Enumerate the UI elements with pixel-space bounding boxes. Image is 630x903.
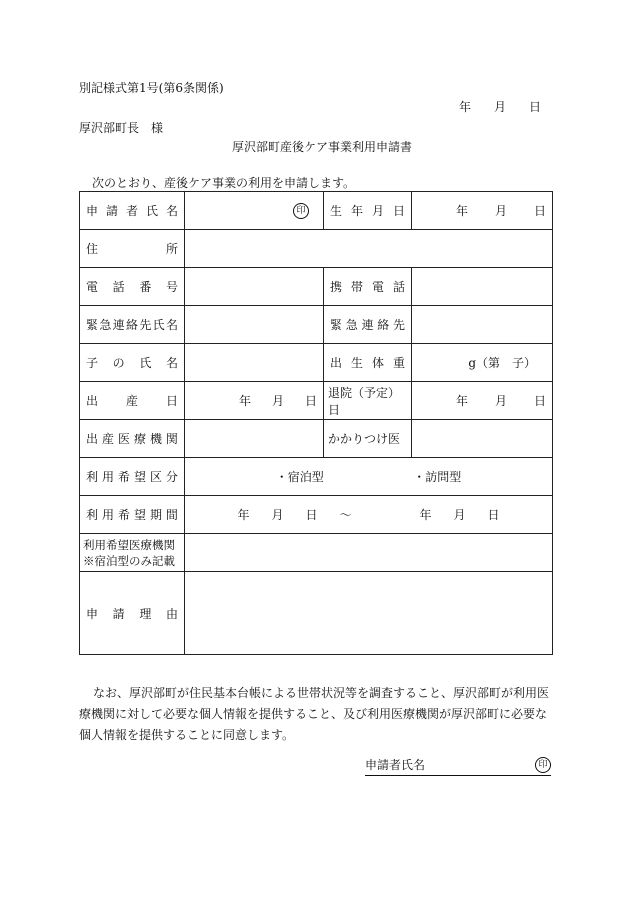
label-text: 利 用 希 望 区 分 bbox=[86, 470, 178, 484]
reason-field[interactable] bbox=[185, 572, 553, 655]
emergency-name-field[interactable] bbox=[185, 306, 324, 344]
label-desired-facility bbox=[80, 534, 185, 572]
label-text: 住 所 bbox=[86, 242, 178, 256]
day-label: 日 bbox=[304, 394, 317, 408]
weight-unit: g（第 子） bbox=[468, 356, 536, 370]
label-text: 生 年 月 日 bbox=[330, 204, 405, 218]
label-text: 出 産 日 bbox=[86, 394, 178, 408]
month-label: 月 bbox=[494, 204, 507, 218]
day-label: 日 bbox=[528, 100, 541, 114]
year-label: 年 bbox=[237, 508, 250, 522]
form-reference: 別記様式第1号(第6条関係) bbox=[79, 81, 224, 95]
year-label: 年 bbox=[239, 394, 252, 408]
ymd-group bbox=[418, 392, 546, 409]
label-text: 子 の 氏 名 bbox=[86, 356, 178, 370]
spacer bbox=[374, 506, 398, 523]
family-doctor-field[interactable] bbox=[412, 420, 553, 458]
month-label: 月 bbox=[453, 508, 466, 522]
label-text: 電 話 番 号 bbox=[86, 280, 178, 294]
day-label: 日 bbox=[305, 508, 318, 522]
label-emergency-name bbox=[80, 306, 185, 344]
label-text: 携 帯 電 話 bbox=[330, 280, 405, 294]
label-text: かかりつけ医 bbox=[328, 432, 401, 446]
label-use-period bbox=[80, 496, 185, 534]
day-label: 日 bbox=[487, 508, 500, 522]
label-child-name bbox=[80, 344, 185, 382]
day-label: 日 bbox=[533, 204, 546, 218]
row-reason bbox=[80, 572, 553, 655]
row-delivery bbox=[80, 382, 553, 420]
label-address bbox=[80, 230, 185, 268]
label-birth-date bbox=[324, 192, 412, 230]
seal-icon: 印 bbox=[293, 203, 309, 219]
label-text: 申 請 者 氏 名 bbox=[86, 204, 178, 218]
emergency-contact-field[interactable] bbox=[412, 306, 553, 344]
desired-facility-field[interactable] bbox=[185, 534, 553, 572]
row-use-type bbox=[80, 458, 553, 496]
delivery-facility-field[interactable] bbox=[185, 420, 324, 458]
option-stay-type[interactable]: ・宿泊型 bbox=[275, 470, 324, 484]
phone-field[interactable] bbox=[185, 268, 324, 306]
year-label: 年 bbox=[456, 394, 469, 408]
document-title: 厚沢部町産後ケア事業利用申請書 bbox=[231, 140, 412, 154]
year-label: 年 bbox=[456, 204, 469, 218]
label-text: 退院（予定）日 bbox=[328, 385, 401, 417]
consent-paragraph: なお、厚沢部町が住民基本台帳による世帯状況等を調査すること、厚沢部町が利用医療機関に対して必要な個人情報を提供すること、及び利用医療機関が厚沢部町に必要な個人情報を提供することに同意します。 bbox=[79, 686, 550, 742]
month-label: 月 bbox=[271, 394, 284, 408]
row-desired-facility bbox=[80, 534, 553, 572]
ymd-group bbox=[418, 202, 546, 219]
signature-label: 申請者氏名 bbox=[365, 758, 426, 772]
label-birth-weight bbox=[324, 344, 412, 382]
year-label: 年 bbox=[459, 100, 472, 114]
label-text: 出 生 体 重 bbox=[330, 356, 405, 370]
row-child bbox=[80, 344, 553, 382]
row-address bbox=[80, 230, 553, 268]
applicant-name-field[interactable] bbox=[185, 192, 324, 230]
label-discharge-date bbox=[324, 382, 412, 420]
ymd-group bbox=[191, 392, 317, 409]
month-label: 月 bbox=[271, 508, 284, 522]
option-visit-type[interactable]: ・訪問型 bbox=[413, 470, 462, 484]
label-delivery-date bbox=[80, 382, 185, 420]
use-period-field[interactable] bbox=[185, 496, 553, 534]
label-reason bbox=[80, 572, 185, 655]
seal-icon: 印 bbox=[535, 757, 551, 773]
label-text: 出 産 医 療 機 関 bbox=[86, 432, 178, 446]
label-text: 申 請 理 由 bbox=[86, 606, 178, 621]
period-range bbox=[191, 506, 546, 523]
use-type-field bbox=[185, 458, 553, 496]
child-name-field[interactable] bbox=[185, 344, 324, 382]
month-label: 月 bbox=[493, 100, 506, 114]
row-applicant bbox=[80, 192, 553, 230]
mobile-field[interactable] bbox=[412, 268, 553, 306]
label-emergency-contact bbox=[324, 306, 412, 344]
label-line-1: 利用希望医療機関 bbox=[83, 537, 175, 552]
label-family-doctor bbox=[324, 420, 412, 458]
day-label: 日 bbox=[533, 394, 546, 408]
row-phone bbox=[80, 268, 553, 306]
label-phone bbox=[80, 268, 185, 306]
addressee: 厚沢部町長 様 bbox=[79, 121, 164, 135]
date-line bbox=[459, 98, 541, 115]
year-label: 年 bbox=[419, 508, 432, 522]
use-type-options bbox=[191, 468, 546, 485]
delivery-date-field[interactable] bbox=[185, 382, 324, 420]
row-use-period bbox=[80, 496, 553, 534]
address-field[interactable] bbox=[185, 230, 553, 268]
month-label: 月 bbox=[494, 394, 507, 408]
label-line-2: ※宿泊型のみ記載 bbox=[83, 553, 175, 568]
label-text: 緊 急 連 絡 先 氏 名 bbox=[86, 318, 178, 332]
row-facility bbox=[80, 420, 553, 458]
row-emergency bbox=[80, 306, 553, 344]
label-text: 利 用 希 望 期 間 bbox=[86, 508, 178, 522]
birth-date-field[interactable] bbox=[412, 192, 553, 230]
label-applicant-name bbox=[80, 192, 185, 230]
label-mobile bbox=[324, 268, 412, 306]
label-text: 緊 急 連 絡 先 bbox=[330, 318, 405, 332]
signature-line[interactable] bbox=[365, 756, 551, 776]
label-use-type bbox=[80, 458, 185, 496]
discharge-date-field[interactable] bbox=[412, 382, 553, 420]
application-form-table bbox=[79, 191, 553, 655]
label-delivery-facility bbox=[80, 420, 185, 458]
intro-text: 次のとおり、産後ケア事業の利用を申請します。 bbox=[92, 176, 356, 190]
tilde-separator: ～ bbox=[339, 508, 352, 522]
birth-weight-field[interactable] bbox=[412, 344, 553, 382]
